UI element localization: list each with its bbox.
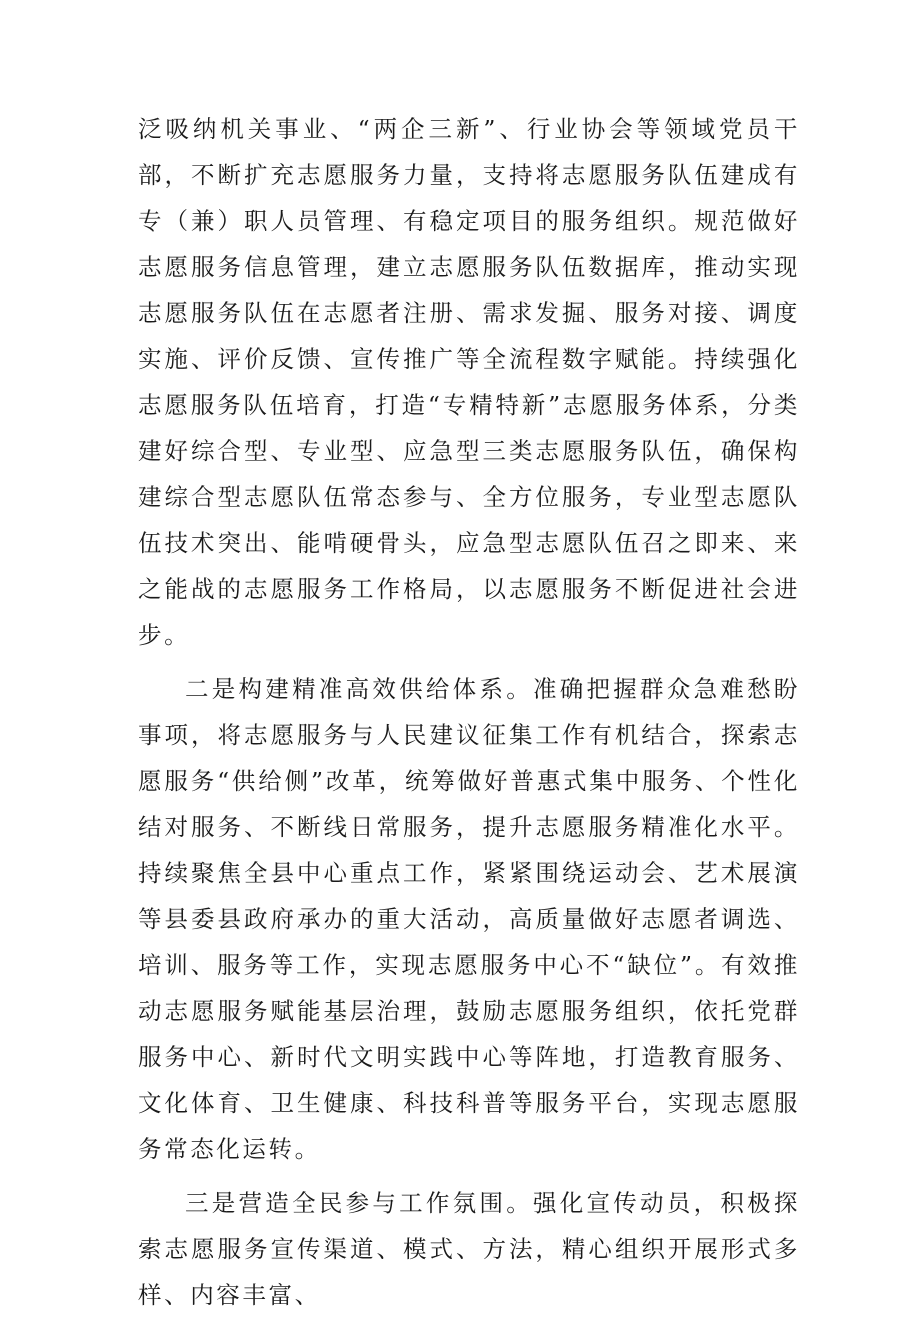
paragraph-supply-system: 二是构建精准高效供给体系。准确把握群众急难愁盼事项，将志愿服务与人民建议征集工作有机结合，探索志愿服务“供给侧”改革，统筹做好普惠式集中服务、个性化结对服务、不断线日常服务，提升志愿服务精准化水平。持续聚焦全县中心重点工作，紧紧围绕运动会、艺术展演等县委县政府承办的重大活动，高质量做好志愿者调选、培训、服务等工作，实现志愿服务中心不“缺位”。有效推动志愿服务赋能基层治理，鼓励志愿服务组织，依托党群服务中心、新时代文明实践中心等阵地，打造教育服务、文化体育、卫生健康、科技科普等服务平台，实现志愿服务常态化运转。 [138, 675, 800, 1163]
paragraph-participation-atmosphere: 三是营造全民参与工作氛围。强化宣传动员，积极探索志愿服务宣传渠道、模式、方法，精心组织开展形式多样、内容丰富、 [138, 1189, 800, 1309]
document-body [138, 106, 800, 1318]
paragraph-continued: 泛吸纳机关事业、“两企三新”、行业协会等领域党员干部，不断扩充志愿服务力量，支持将志愿服务队伍建成有专（兼）职人员管理、有稳定项目的服务组织。规范做好志愿服务信息管理，建立志愿服务队伍数据库，推动实现志愿服务队伍在志愿者注册、需求发掘、服务对接、调度实施、评价反馈、宣传推广等全流程数字赋能。持续强化志愿服务队伍培育，打造“专精特新”志愿服务体系，分类建好综合型、专业型、应急型三类志愿服务队伍，确保构建综合型志愿队伍常态参与、全方位服务，专业型志愿队伍技术突出、能啃硬骨头，应急型志愿队伍召之即来、来之能战的志愿服务工作格局，以志愿服务不断促进社会进步。 [138, 115, 800, 649]
